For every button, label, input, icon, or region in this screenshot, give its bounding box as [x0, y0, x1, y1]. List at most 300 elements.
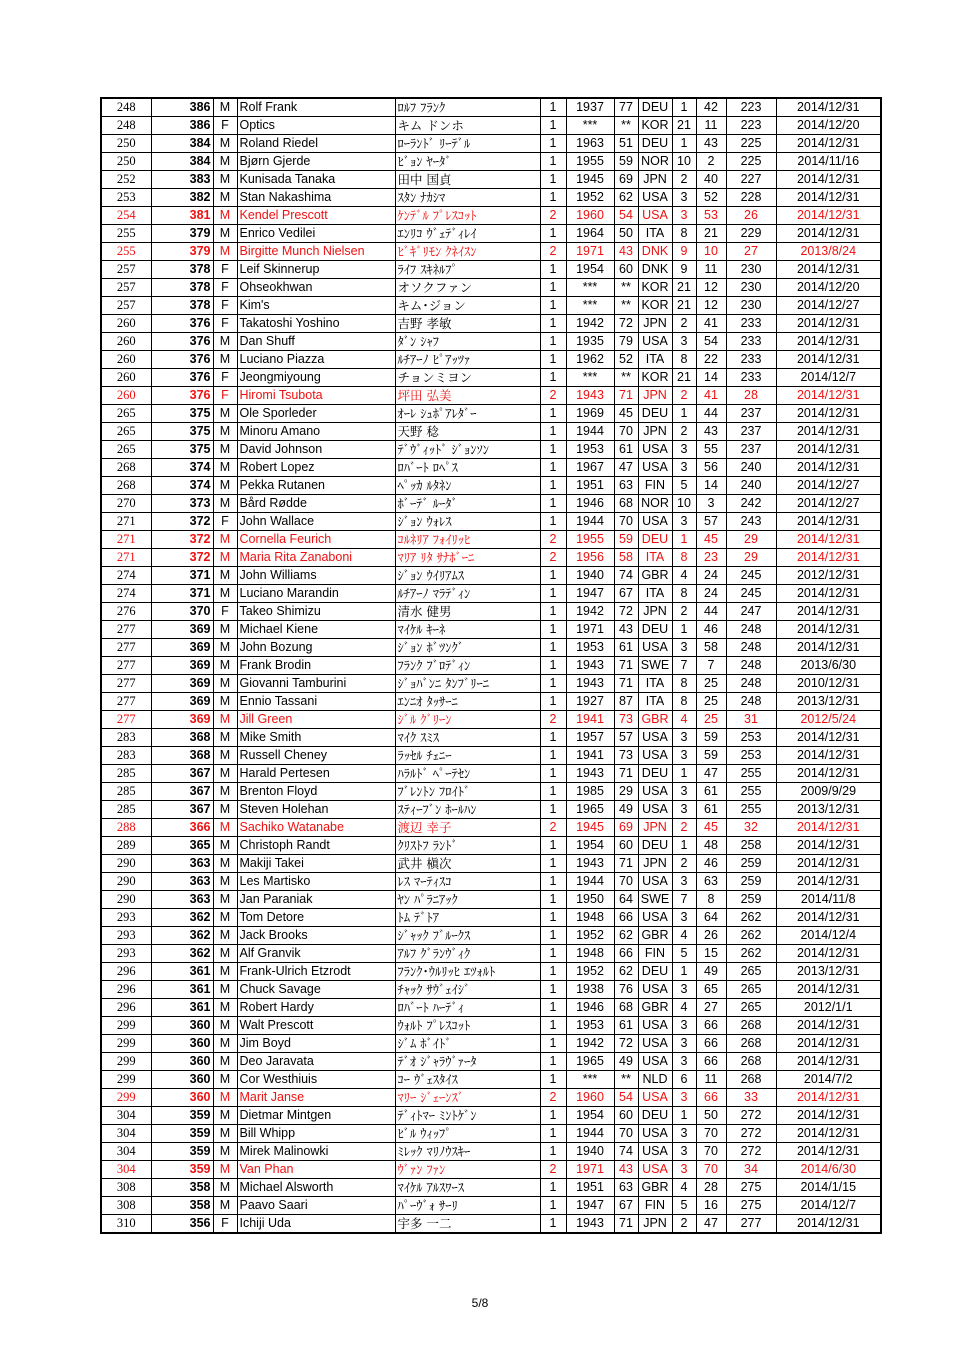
- points-cell: 378: [151, 279, 213, 297]
- zone-cell: 1: [672, 135, 696, 153]
- sex-cell: F: [213, 513, 237, 531]
- birth-year-cell: 1967: [566, 459, 614, 477]
- table-row: [101, 1179, 881, 1197]
- rank-cell: 260: [101, 387, 151, 405]
- table-row: [101, 243, 881, 261]
- table-row: [101, 711, 881, 729]
- division-cell: 1: [540, 1017, 566, 1035]
- zone-cell: 3: [672, 729, 696, 747]
- points-cell: 376: [151, 351, 213, 369]
- age-cell: 76: [614, 981, 638, 999]
- zone-rank-cell: 66: [696, 1053, 726, 1071]
- player-name-cell: Luciano Marandin: [237, 585, 395, 603]
- sex-cell: M: [213, 855, 237, 873]
- zone-cell: 2: [672, 819, 696, 837]
- points-cell: 376: [151, 333, 213, 351]
- class-rank-cell: 275: [726, 1179, 776, 1197]
- player-name-cell: Ennio Tassani: [237, 693, 395, 711]
- zone-rank-cell: 49: [696, 963, 726, 981]
- kana-name-cell: ﾃﾞｵ ｼﾞｬﾗｳﾞｧｰﾀ: [395, 1053, 540, 1071]
- division-cell: 1: [540, 513, 566, 531]
- division-cell: 2: [540, 387, 566, 405]
- table-row: [101, 639, 881, 657]
- country-cell: GBR: [638, 567, 672, 585]
- zone-rank-cell: 61: [696, 801, 726, 819]
- points-cell: 386: [151, 117, 213, 135]
- kana-name-cell: ｴﾝﾘｺ ｳﾞｪﾃﾞｨﾚｲ: [395, 225, 540, 243]
- zone-rank-cell: 57: [696, 513, 726, 531]
- kana-name-cell: ﾙﾁｱｰﾉ ﾋﾟｱｯﾂｧ: [395, 351, 540, 369]
- zone-cell: 2: [672, 171, 696, 189]
- date-cell: 2014/12/31: [776, 1089, 881, 1107]
- date-cell: 2014/12/31: [776, 207, 881, 225]
- birth-year-cell: 1954: [566, 837, 614, 855]
- zone-cell: 2: [672, 423, 696, 441]
- rank-cell: 277: [101, 675, 151, 693]
- player-name-cell: Optics: [237, 117, 395, 135]
- kana-name-cell: ﾀﾞﾝ ｼｬﾌ: [395, 333, 540, 351]
- birth-year-cell: 1971: [566, 1161, 614, 1179]
- country-cell: USA: [638, 1143, 672, 1161]
- division-cell: 1: [540, 477, 566, 495]
- table-row: [101, 279, 881, 297]
- kana-name-cell: ｱﾙﾌ ｸﾞﾗﾝｳﾞｨｸ: [395, 945, 540, 963]
- zone-rank-cell: 11: [696, 1071, 726, 1089]
- zone-cell: 3: [672, 207, 696, 225]
- date-cell: 2013/6/30: [776, 657, 881, 675]
- zone-rank-cell: 21: [696, 225, 726, 243]
- birth-year-cell: ***: [566, 117, 614, 135]
- points-cell: 376: [151, 369, 213, 387]
- rank-cell: 277: [101, 711, 151, 729]
- zone-rank-cell: 52: [696, 189, 726, 207]
- birth-year-cell: 1940: [566, 1143, 614, 1161]
- points-cell: 376: [151, 315, 213, 333]
- sex-cell: M: [213, 711, 237, 729]
- country-cell: DEU: [638, 621, 672, 639]
- table-row: [101, 459, 881, 477]
- date-cell: 2014/12/31: [776, 171, 881, 189]
- zone-rank-cell: 46: [696, 855, 726, 873]
- country-cell: SWE: [638, 891, 672, 909]
- sex-cell: M: [213, 801, 237, 819]
- kana-name-cell: ﾏｲｹﾙ ｱﾙｽﾜｰｽ: [395, 1179, 540, 1197]
- sex-cell: M: [213, 98, 237, 117]
- rank-cell: 274: [101, 567, 151, 585]
- rank-cell: 285: [101, 765, 151, 783]
- kana-name-cell: ｺｰ ｳﾞｪｽﾀｲｽ: [395, 1071, 540, 1089]
- table-row: [101, 819, 881, 837]
- table-row: [101, 1017, 881, 1035]
- sex-cell: M: [213, 909, 237, 927]
- birth-year-cell: 1953: [566, 441, 614, 459]
- country-cell: FIN: [638, 945, 672, 963]
- points-cell: 368: [151, 747, 213, 765]
- date-cell: 2014/7/2: [776, 1071, 881, 1089]
- table-row: [101, 675, 881, 693]
- age-cell: 54: [614, 1089, 638, 1107]
- points-cell: 360: [151, 1089, 213, 1107]
- zone-rank-cell: 28: [696, 1179, 726, 1197]
- rank-cell: 285: [101, 783, 151, 801]
- page-number: 5/8: [471, 1296, 489, 1310]
- class-rank-cell: 272: [726, 1143, 776, 1161]
- player-name-cell: Dietmar Mintgen: [237, 1107, 395, 1125]
- points-cell: 362: [151, 945, 213, 963]
- points-cell: 374: [151, 459, 213, 477]
- class-rank-cell: 265: [726, 999, 776, 1017]
- rank-cell: 296: [101, 999, 151, 1017]
- birth-year-cell: 1953: [566, 1017, 614, 1035]
- points-cell: 378: [151, 297, 213, 315]
- rank-cell: 248: [101, 117, 151, 135]
- birth-year-cell: 1950: [566, 891, 614, 909]
- kana-name-cell: ｼﾞｬｯｸ ﾌﾞﾙｰｸｽ: [395, 927, 540, 945]
- rank-cell: 293: [101, 927, 151, 945]
- age-cell: 63: [614, 1179, 638, 1197]
- division-cell: 1: [540, 1035, 566, 1053]
- zone-rank-cell: 25: [696, 711, 726, 729]
- date-cell: 2010/12/31: [776, 675, 881, 693]
- date-cell: 2014/12/31: [776, 189, 881, 207]
- sex-cell: M: [213, 189, 237, 207]
- class-rank-cell: 272: [726, 1125, 776, 1143]
- age-cell: 63: [614, 477, 638, 495]
- date-cell: 2014/12/27: [776, 297, 881, 315]
- date-cell: 2014/12/31: [776, 837, 881, 855]
- zone-cell: 1: [672, 98, 696, 117]
- rank-cell: 268: [101, 477, 151, 495]
- points-cell: 358: [151, 1179, 213, 1197]
- points-cell: 369: [151, 639, 213, 657]
- birth-year-cell: 1944: [566, 873, 614, 891]
- table-row: [101, 369, 881, 387]
- rank-cell: 265: [101, 423, 151, 441]
- sex-cell: M: [213, 477, 237, 495]
- age-cell: 61: [614, 1017, 638, 1035]
- points-cell: 373: [151, 495, 213, 513]
- division-cell: 1: [540, 369, 566, 387]
- division-cell: 2: [540, 819, 566, 837]
- age-cell: 43: [614, 621, 638, 639]
- age-cell: 87: [614, 693, 638, 711]
- zone-rank-cell: 11: [696, 117, 726, 135]
- zone-cell: 4: [672, 567, 696, 585]
- rank-cell: 290: [101, 873, 151, 891]
- birth-year-cell: 1937: [566, 98, 614, 117]
- sex-cell: F: [213, 297, 237, 315]
- kana-name-cell: ﾗｯｾﾙ ﾁｪﾆｰ: [395, 747, 540, 765]
- table-row: [101, 495, 881, 513]
- division-cell: 1: [540, 783, 566, 801]
- class-rank-cell: 223: [726, 98, 776, 117]
- rank-cell: 276: [101, 603, 151, 621]
- rank-cell: 283: [101, 729, 151, 747]
- zone-cell: 4: [672, 711, 696, 729]
- class-rank-cell: 240: [726, 459, 776, 477]
- rank-cell: 296: [101, 963, 151, 981]
- division-cell: 1: [540, 189, 566, 207]
- birth-year-cell: 1955: [566, 153, 614, 171]
- sex-cell: M: [213, 765, 237, 783]
- age-cell: 71: [614, 657, 638, 675]
- player-name-cell: Jack Brooks: [237, 927, 395, 945]
- date-cell: 2014/12/7: [776, 369, 881, 387]
- class-rank-cell: 29: [726, 531, 776, 549]
- kana-name-cell: ﾏｲｸ ｽﾐｽ: [395, 729, 540, 747]
- class-rank-cell: 265: [726, 981, 776, 999]
- sex-cell: F: [213, 279, 237, 297]
- sex-cell: M: [213, 207, 237, 225]
- table-row: [101, 207, 881, 225]
- class-rank-cell: 225: [726, 135, 776, 153]
- kana-name-cell: ﾙﾁｱｰﾉ ﾏﾗﾃﾞｨﾝ: [395, 585, 540, 603]
- table-row: [101, 387, 881, 405]
- points-cell: 386: [151, 98, 213, 117]
- points-cell: 374: [151, 477, 213, 495]
- player-name-cell: Giovanni Tamburini: [237, 675, 395, 693]
- class-rank-cell: 34: [726, 1161, 776, 1179]
- division-cell: 1: [540, 1053, 566, 1071]
- date-cell: 2009/9/29: [776, 783, 881, 801]
- table-row: [101, 1215, 881, 1234]
- zone-cell: 3: [672, 1125, 696, 1143]
- player-name-cell: Jim Boyd: [237, 1035, 395, 1053]
- division-cell: 1: [540, 945, 566, 963]
- table-row: [101, 765, 881, 783]
- class-rank-cell: 32: [726, 819, 776, 837]
- division-cell: 1: [540, 1143, 566, 1161]
- division-cell: 1: [540, 747, 566, 765]
- birth-year-cell: 1951: [566, 1179, 614, 1197]
- rank-cell: 293: [101, 909, 151, 927]
- sex-cell: M: [213, 639, 237, 657]
- country-cell: USA: [638, 333, 672, 351]
- sex-cell: F: [213, 261, 237, 279]
- division-cell: 1: [540, 891, 566, 909]
- kana-name-cell: ｴﾝﾆｵ ﾀｯｻｰﾆ: [395, 693, 540, 711]
- zone-rank-cell: 64: [696, 909, 726, 927]
- birth-year-cell: 1952: [566, 189, 614, 207]
- sex-cell: M: [213, 1107, 237, 1125]
- division-cell: 1: [540, 999, 566, 1017]
- zone-cell: 3: [672, 873, 696, 891]
- class-rank-cell: 230: [726, 297, 776, 315]
- kana-name-cell: ﾌﾗﾝｸ ﾌﾞﾛﾃﾞｨﾝ: [395, 657, 540, 675]
- table-row: [101, 423, 881, 441]
- zone-cell: 2: [672, 1215, 696, 1234]
- table-row: [101, 1035, 881, 1053]
- birth-year-cell: 1953: [566, 639, 614, 657]
- birth-year-cell: 1943: [566, 855, 614, 873]
- class-rank-cell: 259: [726, 855, 776, 873]
- table-row: [101, 945, 881, 963]
- player-name-cell: Hiromi Tsubota: [237, 387, 395, 405]
- division-cell: 1: [540, 153, 566, 171]
- country-cell: NOR: [638, 495, 672, 513]
- birth-year-cell: 1971: [566, 621, 614, 639]
- country-cell: USA: [638, 1125, 672, 1143]
- date-cell: 2014/12/31: [776, 639, 881, 657]
- sex-cell: M: [213, 675, 237, 693]
- kana-name-cell: ﾗｲﾌ ｽｷﾈﾙﾌﾟ: [395, 261, 540, 279]
- kana-name-cell: キム･ジョン: [395, 297, 540, 315]
- kana-name-cell: ﾊﾗﾙﾄﾞ ﾍﾟｰﾃｾﾝ: [395, 765, 540, 783]
- age-cell: 49: [614, 801, 638, 819]
- sex-cell: M: [213, 171, 237, 189]
- points-cell: 369: [151, 657, 213, 675]
- zone-cell: 8: [672, 693, 696, 711]
- kana-name-cell: ｳｫﾙﾄ ﾌﾟﾚｽｺｯﾄ: [395, 1017, 540, 1035]
- date-cell: 2014/12/31: [776, 387, 881, 405]
- zone-cell: 4: [672, 927, 696, 945]
- country-cell: DEU: [638, 765, 672, 783]
- table-row: [101, 1197, 881, 1215]
- table-row: [101, 693, 881, 711]
- zone-rank-cell: 59: [696, 747, 726, 765]
- zone-cell: 1: [672, 531, 696, 549]
- rank-cell: 288: [101, 819, 151, 837]
- country-cell: USA: [638, 873, 672, 891]
- player-name-cell: Ichiji Uda: [237, 1215, 395, 1234]
- ranking-table-body: [101, 98, 881, 1233]
- class-rank-cell: 240: [726, 477, 776, 495]
- zone-cell: 1: [672, 765, 696, 783]
- division-cell: 1: [540, 801, 566, 819]
- zone-cell: 8: [672, 351, 696, 369]
- zone-rank-cell: 12: [696, 279, 726, 297]
- class-rank-cell: 268: [726, 1071, 776, 1089]
- player-name-cell: Roland Riedel: [237, 135, 395, 153]
- division-cell: 2: [540, 243, 566, 261]
- kana-name-cell: ﾎﾞｰﾃﾞ ﾙｰﾀﾞ: [395, 495, 540, 513]
- points-cell: 370: [151, 603, 213, 621]
- sex-cell: F: [213, 603, 237, 621]
- table-row: [101, 405, 881, 423]
- class-rank-cell: 255: [726, 783, 776, 801]
- date-cell: 2014/12/20: [776, 279, 881, 297]
- age-cell: 57: [614, 729, 638, 747]
- player-name-cell: Deo Jaravata: [237, 1053, 395, 1071]
- rank-cell: 260: [101, 315, 151, 333]
- zone-cell: 5: [672, 1197, 696, 1215]
- zone-rank-cell: 24: [696, 567, 726, 585]
- zone-cell: 3: [672, 441, 696, 459]
- age-cell: 74: [614, 567, 638, 585]
- player-name-cell: Jan Paraniak: [237, 891, 395, 909]
- points-cell: 383: [151, 171, 213, 189]
- kana-name-cell: ﾋﾞｷﾞﾘﾓﾝ ｸﾈｲｽﾝ: [395, 243, 540, 261]
- zone-cell: 3: [672, 909, 696, 927]
- sex-cell: M: [213, 1089, 237, 1107]
- country-cell: USA: [638, 801, 672, 819]
- sex-cell: M: [213, 405, 237, 423]
- player-name-cell: Stan Nakashima: [237, 189, 395, 207]
- rank-cell: 308: [101, 1197, 151, 1215]
- zone-rank-cell: 54: [696, 333, 726, 351]
- sex-cell: M: [213, 729, 237, 747]
- birth-year-cell: 1969: [566, 405, 614, 423]
- player-name-cell: Harald Pertesen: [237, 765, 395, 783]
- rank-cell: 265: [101, 441, 151, 459]
- points-cell: 359: [151, 1125, 213, 1143]
- age-cell: 69: [614, 819, 638, 837]
- division-cell: 2: [540, 531, 566, 549]
- rank-cell: 260: [101, 351, 151, 369]
- date-cell: 2014/12/31: [776, 603, 881, 621]
- date-cell: 2013/8/24: [776, 243, 881, 261]
- player-name-cell: Cor Westhiuis: [237, 1071, 395, 1089]
- class-rank-cell: 259: [726, 891, 776, 909]
- player-name-cell: Chuck Savage: [237, 981, 395, 999]
- age-cell: 72: [614, 603, 638, 621]
- age-cell: 59: [614, 153, 638, 171]
- date-cell: 2014/12/31: [776, 1035, 881, 1053]
- rank-cell: 255: [101, 243, 151, 261]
- date-cell: 2014/12/31: [776, 909, 881, 927]
- division-cell: 1: [540, 117, 566, 135]
- rank-cell: 304: [101, 1107, 151, 1125]
- sex-cell: M: [213, 837, 237, 855]
- zone-cell: 3: [672, 189, 696, 207]
- country-cell: USA: [638, 747, 672, 765]
- division-cell: 1: [540, 1071, 566, 1089]
- zone-cell: 1: [672, 963, 696, 981]
- rank-cell: 285: [101, 801, 151, 819]
- age-cell: 68: [614, 495, 638, 513]
- division-cell: 1: [540, 459, 566, 477]
- kana-name-cell: ﾁｬｯｸ ｻｳﾞｪｲｼﾞ: [395, 981, 540, 999]
- player-name-cell: Christoph Randt: [237, 837, 395, 855]
- zone-rank-cell: 44: [696, 603, 726, 621]
- country-cell: USA: [638, 1017, 672, 1035]
- sex-cell: F: [213, 387, 237, 405]
- points-cell: 367: [151, 783, 213, 801]
- class-rank-cell: 237: [726, 405, 776, 423]
- division-cell: 1: [540, 729, 566, 747]
- table-row: [101, 909, 881, 927]
- birth-year-cell: 1927: [566, 693, 614, 711]
- player-name-cell: Michael Alsworth: [237, 1179, 395, 1197]
- birth-year-cell: 1964: [566, 225, 614, 243]
- age-cell: 70: [614, 873, 638, 891]
- country-cell: DNK: [638, 261, 672, 279]
- zone-rank-cell: 27: [696, 999, 726, 1017]
- division-cell: 1: [540, 1215, 566, 1234]
- age-cell: 73: [614, 747, 638, 765]
- country-cell: ITA: [638, 693, 672, 711]
- division-cell: 1: [540, 855, 566, 873]
- country-cell: USA: [638, 1089, 672, 1107]
- birth-year-cell: 1941: [566, 747, 614, 765]
- zone-cell: 5: [672, 477, 696, 495]
- age-cell: 43: [614, 243, 638, 261]
- sex-cell: M: [213, 747, 237, 765]
- sex-cell: M: [213, 585, 237, 603]
- zone-cell: 21: [672, 117, 696, 135]
- table-row: [101, 927, 881, 945]
- age-cell: 67: [614, 1197, 638, 1215]
- date-cell: 2013/12/31: [776, 963, 881, 981]
- zone-cell: 3: [672, 1053, 696, 1071]
- rank-cell: 250: [101, 153, 151, 171]
- player-name-cell: Tom Detore: [237, 909, 395, 927]
- country-cell: GBR: [638, 1179, 672, 1197]
- points-cell: 362: [151, 909, 213, 927]
- date-cell: 2014/12/31: [776, 98, 881, 117]
- player-name-cell: Makiji Takei: [237, 855, 395, 873]
- birth-year-cell: 1946: [566, 495, 614, 513]
